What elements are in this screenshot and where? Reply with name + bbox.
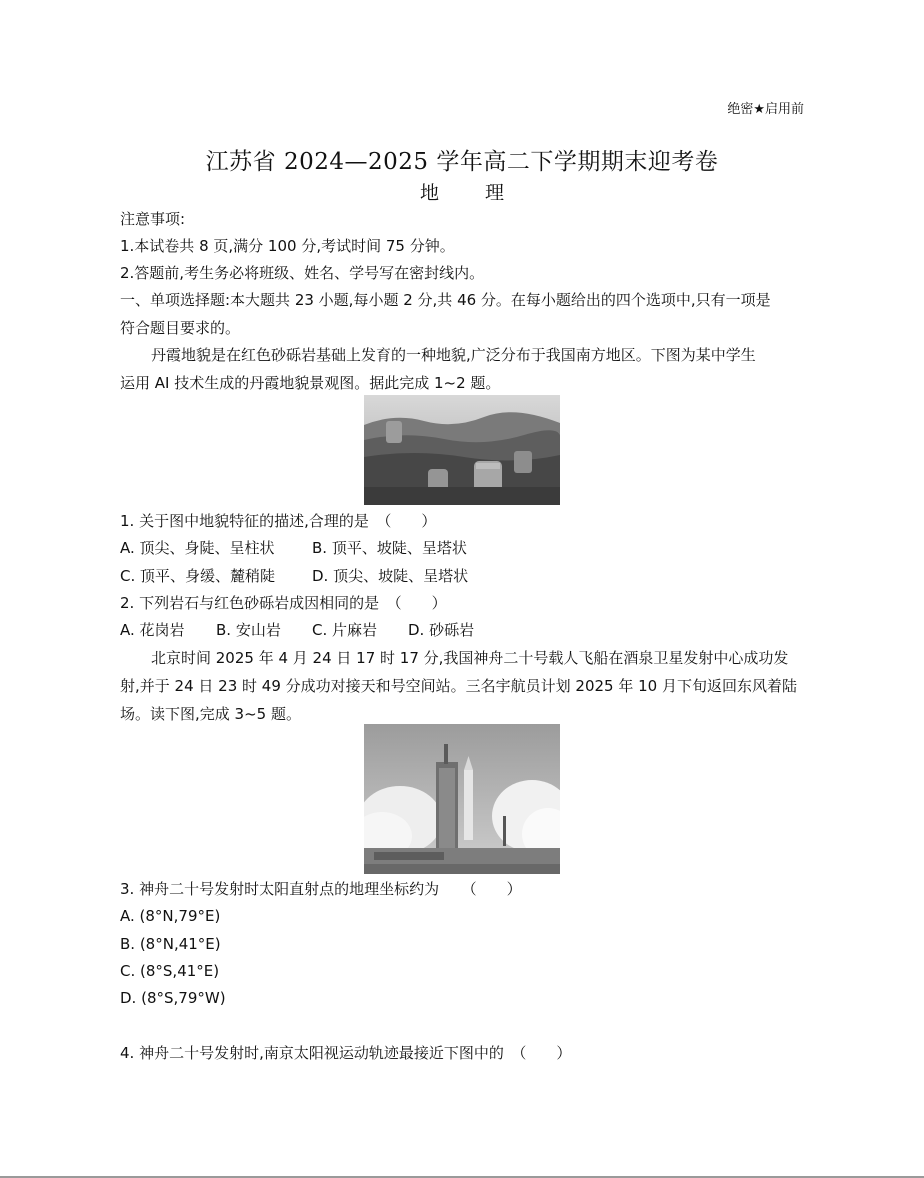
secret-mark: 绝密★启用前 [727,102,804,117]
q2-option-d: D. 砂砾岩 [408,621,475,639]
passage1-line1: 丹霞地貌是在红色砂砾岩基础上发育的一种地貌,广泛分布于我国南方地区。下图为某中学生 [151,346,756,364]
danxia-landform-image [364,395,560,505]
note-item-1: 1.本试卷共 8 页,满分 100 分,考试时间 75 分钟。 [120,237,455,255]
q2-option-c: C. 片麻岩 [312,621,378,639]
exam-title: 江苏省 2024—2025 学年高二下学期期末迎考卷 [205,149,719,175]
rocket-launch-image [364,724,560,874]
q1-options-row2 [120,566,468,586]
q2-option-a: A. 花岗岩 [120,621,185,639]
q3-option-a: A. (8°N,79°E) [120,907,221,925]
notes-heading: 注意事项: [120,210,186,228]
q1-options-row1 [120,538,467,558]
section1-instructions-line2: 符合题目要求的。 [120,319,241,337]
passage2-line2: 射,并于 24 日 23 时 49 分成功对接天和号空间站。三名宇航员计划 2025 年 10 月下旬返回东风着陆 [120,677,797,695]
section1-instructions-line1: 一、单项选择题:本大题共 23 小题,每小题 2 分,共 46 分。在每小题给出的四个选项中,只有一项是 [120,291,771,309]
q3-stem: 3. 神舟二十号发射时太阳直射点的地理坐标约为 （ ） [120,880,522,898]
note-item-2: 2.答题前,考生务必将班级、姓名、学号写在密封线内。 [120,264,485,282]
q3-option-b: B. (8°N,41°E) [120,935,221,953]
q3-option-c: C. (8°S,41°E) [120,962,220,980]
q3-option-d: D. (8°S,79°W) [120,989,226,1007]
q1-option-b: B. 顶平、坡陡、呈塔状 [312,539,467,557]
q1-stem: 1. 关于图中地貌特征的描述,合理的是 （ ） [120,512,437,530]
passage2-line3: 场。读下图,完成 3~5 题。 [120,705,301,723]
passage2-line1: 北京时间 2025 年 4 月 24 日 17 时 17 分,我国神舟二十号载人飞船在酒泉卫星发射中心成功发 [151,649,789,667]
passage1-line2: 运用 AI 技术生成的丹霞地貌景观图。据此完成 1~2 题。 [120,374,501,392]
q1-option-a: A. 顶尖、身陡、呈柱状 [120,539,275,557]
q1-option-d: D. 顶尖、坡陡、呈塔状 [312,567,469,585]
q4-stem: 4. 神舟二十号发射时,南京太阳视运动轨迹最接近下图中的 （ ） [120,1044,572,1062]
q2-option-b: B. 安山岩 [216,621,281,639]
q1-option-c: C. 顶平、身缓、麓稍陡 [120,567,276,585]
subject-title: 地 理 [419,182,505,204]
q2-options-row [120,620,474,640]
q2-stem: 2. 下列岩石与红色砂砾岩成因相同的是 （ ） [120,594,447,612]
